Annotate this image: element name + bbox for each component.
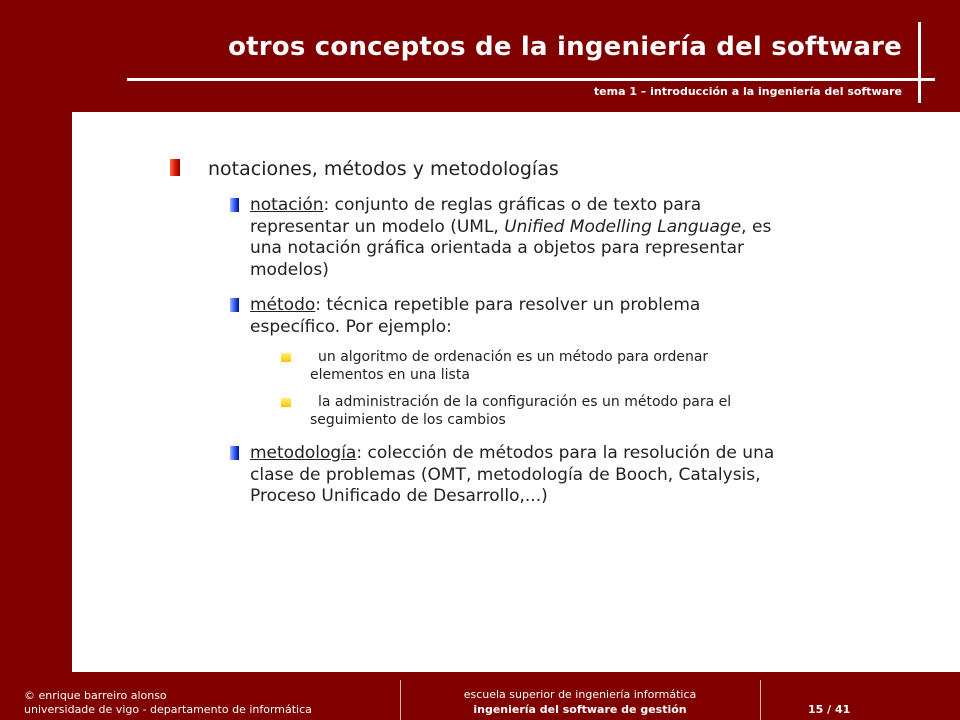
example-1-line-2: elementos en una lista (310, 366, 470, 383)
example-2-line-1: la administración de la configuración es un método para el (318, 394, 732, 410)
metodo-term: método (250, 295, 316, 315)
notacion-line-4: modelos) (250, 259, 329, 280)
footer-school: escuela superior de ingeniería informática (463, 688, 697, 701)
notacion-paragraph (250, 195, 920, 281)
bullet-blue-icon (230, 446, 239, 460)
metodo-line-1: : técnica repetible para resolver un problema (315, 295, 701, 315)
footer-department: universidade de vigo - departamento de informática (24, 703, 312, 716)
bullet-yellow-icon (281, 353, 291, 362)
metodologia-line-2: clase de problemas (OMT, metodología de Booch, Catalysis, (250, 464, 761, 485)
footer-course: ingeniería del software de gestión (473, 703, 687, 716)
slide-footer (0, 672, 960, 720)
bullet-blue-icon (230, 198, 239, 212)
metodologia-line-1: : colección de métodos para la resolución de una (356, 443, 775, 463)
page-number: 15 / 41 (808, 703, 851, 716)
footer-divider (760, 680, 761, 720)
slide-subtitle: tema 1 – introducción a la ingeniería del software (593, 85, 902, 98)
bullet-yellow-icon (281, 398, 291, 407)
main-bullet-text: notaciones, métodos y metodologías (208, 158, 559, 180)
notacion-line-3: una notación gráfica orientada a objetos para representar (250, 238, 745, 258)
metodologia-line-3: Proceso Unificado de Desarrollo,...) (250, 486, 548, 506)
example-2-line-2: seguimiento de los cambios (310, 411, 506, 428)
example-item (310, 394, 900, 429)
metodo-paragraph (250, 295, 920, 338)
footer-author: © enrique barreiro alonso (24, 689, 167, 702)
notacion-line-1: : conjunto de reglas gráficas o de texto para (323, 195, 702, 215)
title-underline (127, 78, 935, 81)
bullet-blue-icon (230, 298, 239, 312)
example-item (310, 349, 900, 384)
notacion-term: notación (250, 195, 324, 215)
bullet-red-icon (170, 159, 180, 176)
example-1-line-1: un algoritmo de ordenación es un método para ordenar (318, 349, 709, 365)
metodologia-paragraph (250, 443, 920, 508)
notacion-line-2a: representar un modelo (UML, (250, 216, 505, 237)
title-vertical-rule (918, 22, 921, 103)
notacion-line-2b: , es (741, 216, 772, 237)
metodo-line-2: específico. Por ejemplo: (250, 316, 452, 337)
metodologia-term: metodología (250, 443, 357, 463)
slide-title: otros conceptos de la ingeniería del software (228, 32, 902, 62)
notacion-line-2-italic: Unified Modelling Language (504, 216, 742, 237)
